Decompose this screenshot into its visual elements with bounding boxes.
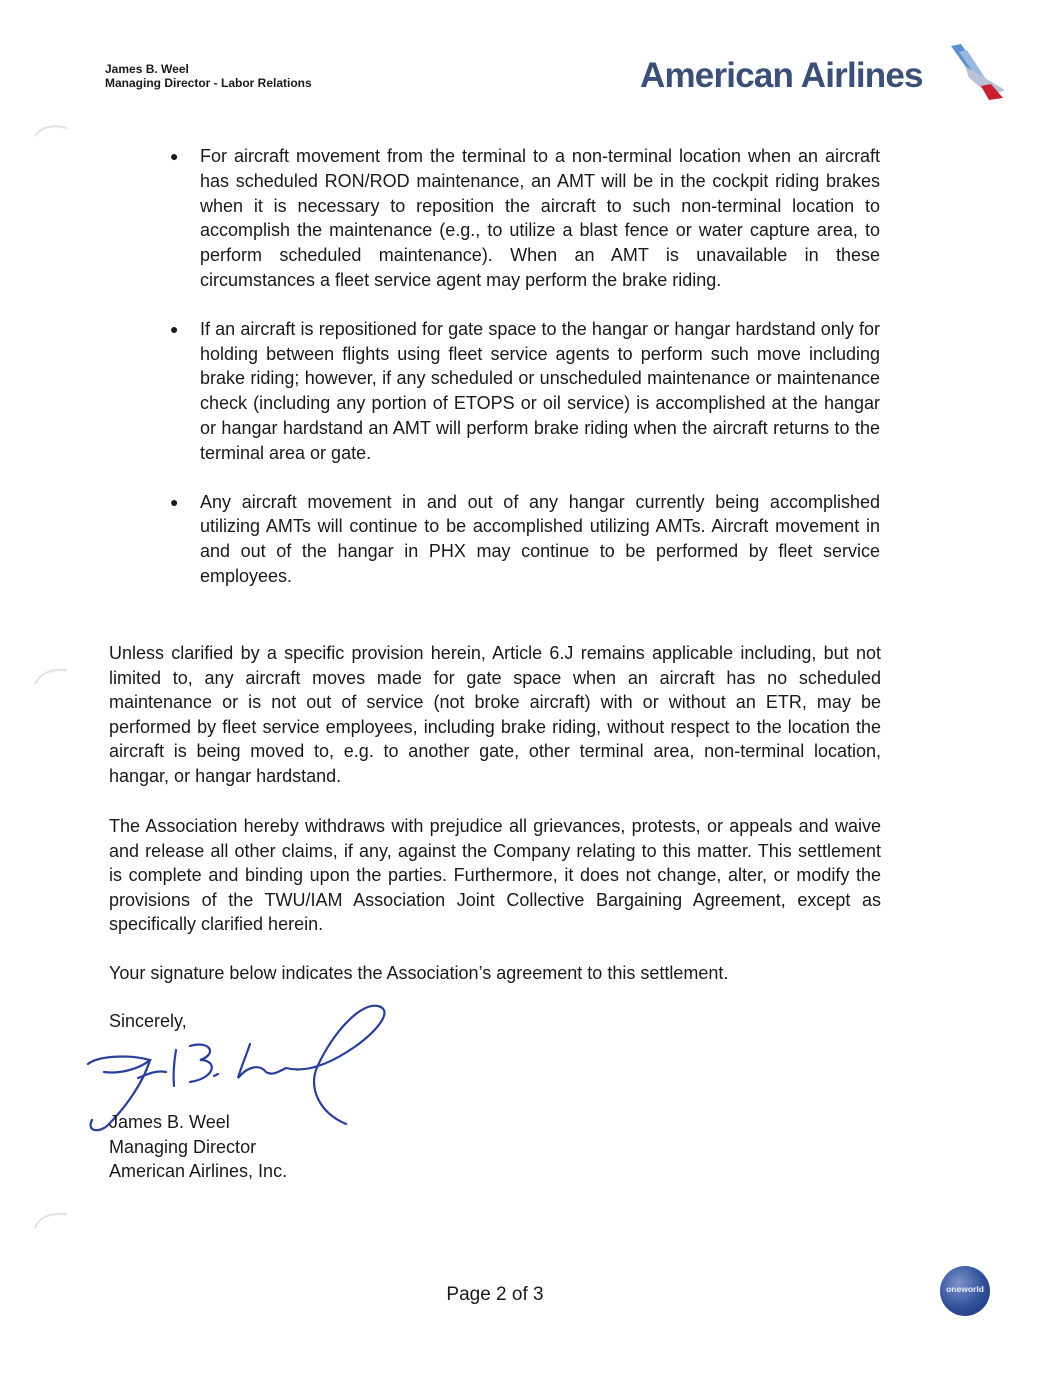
- body-paragraph: Your signature below indicates the Association’s agreement to this settlement.: [109, 963, 729, 983]
- oneworld-badge-icon: oneworld: [940, 1266, 990, 1316]
- scan-margin-mark: [33, 664, 69, 686]
- list-item: ● For aircraft movement from the terminal to a non-terminal location when an aircraft has scheduled RON/ROD maintenance, an AMT will be in the cockpit riding brakes when it is necessary to reposition the aircraft to such non-terminal location to accomplish the maintenance (e.g., to utilize a blast fence or water capture area, to perform scheduled maintenance). When an AMT is unavailable in these circumstances a fleet service agent may perform the brake riding.: [170, 146, 880, 290]
- scan-margin-mark: [33, 118, 69, 140]
- bullet-icon: ●: [170, 493, 179, 510]
- signature-block: [109, 1110, 287, 1184]
- bullet-icon: ●: [170, 320, 179, 337]
- body-paragraph: Unless clarified by a specific provision herein, Article 6.J remains applicable including, but not limited to, any aircraft moves made for gate space when an aircraft has no scheduled maintenance or is not out of service (not broke aircraft) with or without an ETR, may be performed by fleet service employees, including brake riding, without respect to the location the aircraft is being moved to, e.g. to another gate, other terminal area, non-terminal location, hangar, or hangar hardstand.: [109, 643, 881, 786]
- provisions-list: [170, 144, 880, 613]
- flight-symbol-icon: [945, 44, 1015, 104]
- list-item: ● Any aircraft movement in and out of any hangar currently being accomplished utilizing AMTs will continue to be accomplished utilizing AMTs. Aircraft movement in and out of the hangar in PHX may continue to be performed by fleet service employees.: [170, 491, 880, 586]
- bullet-icon: ●: [170, 148, 179, 164]
- body-paragraph: The Association hereby withdraws with prejudice all grievances, protests, or appeals and waive and release all other claims, if any, against the Company relating to this matter. This settlement is complete and binding upon the parties. Furthermore, it does not change, alter, or modify the provisions of the TWU/IAM Association Joint Collective Bargaining Agreement, except as specifically clarified herein.: [109, 816, 881, 935]
- brand-name: American Airlines: [640, 56, 923, 95]
- page-number: Page 2 of 3: [446, 1284, 544, 1305]
- closing-salutation: Sincerely,: [109, 1011, 187, 1031]
- signatory-title: Managing Director: [109, 1136, 257, 1157]
- letterhead-sender: [105, 62, 312, 90]
- sender-title: Managing Director - Labor Relations: [105, 76, 312, 90]
- sender-name: James B. Weel: [105, 62, 189, 76]
- list-item: ● If an aircraft is repositioned for gate space to the hangar or hangar hardstand only for holding between flights using fleet service agents to perform such move including brake riding; however, if any scheduled or unscheduled maintenance or maintenance check (including any portion of ETOPS or oil service) is accomplished at the hangar or hangar hardstand an AMT will perform brake riding when the aircraft returns to the terminal area or gate.: [170, 318, 880, 463]
- scan-margin-mark: [33, 1208, 69, 1230]
- brand-logo: [640, 50, 1020, 110]
- signatory-name: James B. Weel: [109, 1112, 230, 1132]
- signatory-company: American Airlines, Inc.: [109, 1161, 288, 1182]
